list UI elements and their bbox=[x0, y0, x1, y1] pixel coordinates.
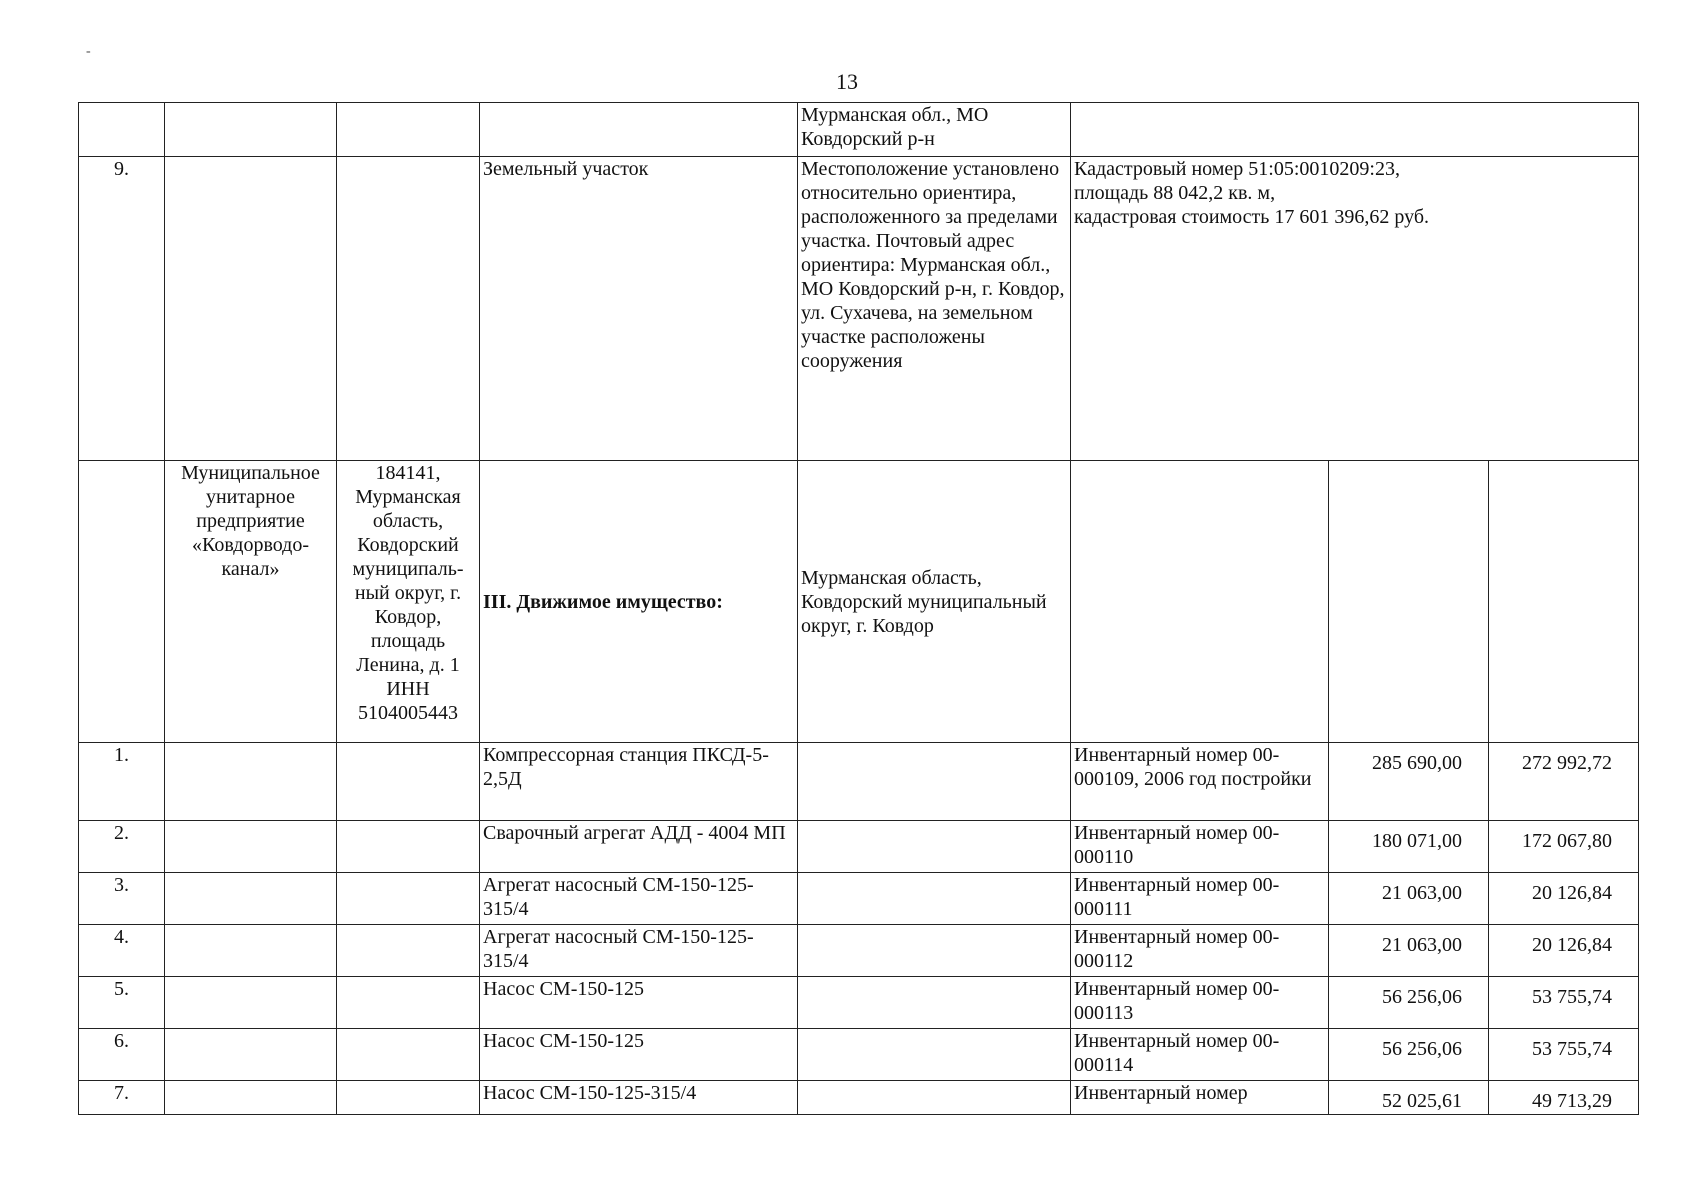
table-row bbox=[79, 873, 1639, 925]
num-cell bbox=[79, 103, 165, 157]
organization-name: Муниципальное унитарное предприятие «Ковдорводо-канал» bbox=[165, 461, 337, 743]
item-name: Агрегат насосный СМ-150-125-315/4 bbox=[480, 925, 798, 977]
item-details: Инвентарный номер 00-000112 bbox=[1071, 925, 1329, 977]
item-value2: 49 713,29 bbox=[1489, 1081, 1639, 1115]
value2-cell bbox=[1489, 461, 1639, 743]
page-number: 13 bbox=[836, 69, 858, 94]
table-row bbox=[79, 977, 1639, 1029]
organization-address: 184141, Мурманская область, Ковдорский муниципаль-ный округ, г. Ковдор, площадь Ленина, д. 1 ИНН 5104005443 bbox=[337, 461, 480, 743]
org-address-cell bbox=[337, 821, 480, 873]
row-number: 3. bbox=[79, 873, 165, 925]
row-number: 1. bbox=[79, 743, 165, 821]
table-row bbox=[79, 157, 1639, 461]
item-value2: 53 755,74 bbox=[1489, 977, 1639, 1029]
cadastral-number: Кадастровый номер 51:05:0010209:23, bbox=[1074, 158, 1400, 180]
org-address-cell bbox=[337, 743, 480, 821]
item-value2: 20 126,84 bbox=[1489, 873, 1639, 925]
item-value1: 56 256,06 bbox=[1329, 977, 1489, 1029]
location-cell bbox=[798, 821, 1071, 873]
item-value1: 285 690,00 bbox=[1329, 743, 1489, 821]
value1-cell bbox=[1329, 461, 1489, 743]
item-details: Инвентарный номер 00-000110 bbox=[1071, 821, 1329, 873]
item-name: Агрегат насосный СМ-150-125-315/4 bbox=[480, 873, 798, 925]
section-row bbox=[79, 461, 1639, 743]
property-location: Местоположение установлено относительно ориентира, расположенного за пределами участка. Почтовый адрес ориентира: Мурманская обл., МО Ковдорский р-н, г. Ковдор, ул. Сухачева, на земельном участке расположены сооружения bbox=[798, 157, 1071, 461]
table-row bbox=[79, 743, 1639, 821]
row-number: 5. bbox=[79, 977, 165, 1029]
row-number: 4. bbox=[79, 925, 165, 977]
item-value2: 272 992,72 bbox=[1489, 743, 1639, 821]
name-cell bbox=[480, 103, 798, 157]
property-table bbox=[78, 102, 1639, 1115]
item-value2: 172 067,80 bbox=[1489, 821, 1639, 873]
item-value1: 52 025,61 bbox=[1329, 1081, 1489, 1115]
org-address-cell bbox=[337, 873, 480, 925]
cadastral-value: кадастровая стоимость 17 601 396,62 руб. bbox=[1074, 206, 1430, 228]
org-address-cell bbox=[337, 1029, 480, 1081]
item-value1: 21 063,00 bbox=[1329, 873, 1489, 925]
org-name-cell bbox=[165, 977, 337, 1029]
table-row bbox=[79, 1029, 1639, 1081]
property-details bbox=[1071, 157, 1639, 461]
org-address-cell bbox=[337, 1081, 480, 1115]
org-address-cell bbox=[337, 157, 480, 461]
org-name-cell bbox=[165, 1029, 337, 1081]
row-number: 6. bbox=[79, 1029, 165, 1081]
org-name-cell bbox=[165, 157, 337, 461]
table-row bbox=[79, 821, 1639, 873]
row-number: 9. bbox=[79, 157, 165, 461]
table-row bbox=[79, 1081, 1639, 1115]
scan-artifact: - bbox=[86, 44, 91, 59]
row-number: 7. bbox=[79, 1081, 165, 1115]
item-name: Насос СМ-150-125-315/4 bbox=[480, 1081, 798, 1115]
org-name-cell bbox=[165, 1081, 337, 1115]
location-cell: Мурманская обл., МО Ковдорский р-н bbox=[798, 103, 1071, 157]
org-name-cell bbox=[165, 925, 337, 977]
item-value1: 56 256,06 bbox=[1329, 1029, 1489, 1081]
location-cell bbox=[798, 743, 1071, 821]
org-name-cell bbox=[165, 873, 337, 925]
section-title: III. Движимое имущество: bbox=[480, 461, 798, 743]
org-name-cell bbox=[165, 743, 337, 821]
location-cell bbox=[798, 977, 1071, 1029]
item-name: Насос СМ-150-125 bbox=[480, 1029, 798, 1081]
item-name: Сварочный агрегат АДД - 4004 МП bbox=[480, 821, 798, 873]
item-value2: 20 126,84 bbox=[1489, 925, 1639, 977]
item-name: Компрессорная станция ПКСД-5- 2,5Д bbox=[480, 743, 798, 821]
location-cell bbox=[798, 1081, 1071, 1115]
item-details: Инвентарный номер bbox=[1071, 1081, 1329, 1115]
item-value1: 180 071,00 bbox=[1329, 821, 1489, 873]
details-cell bbox=[1071, 461, 1329, 743]
location-cell bbox=[798, 873, 1071, 925]
details-cell bbox=[1071, 103, 1639, 157]
row-number: 2. bbox=[79, 821, 165, 873]
table-row bbox=[79, 925, 1639, 977]
location-cell bbox=[798, 925, 1071, 977]
num-cell bbox=[79, 461, 165, 743]
org-name-cell bbox=[165, 103, 337, 157]
item-name: Насос СМ-150-125 bbox=[480, 977, 798, 1029]
item-details: Инвентарный номер 00-000109, 2006 год постройки bbox=[1071, 743, 1329, 821]
item-details: Инвентарный номер 00-000114 bbox=[1071, 1029, 1329, 1081]
item-value1: 21 063,00 bbox=[1329, 925, 1489, 977]
item-details: Инвентарный номер 00-000111 bbox=[1071, 873, 1329, 925]
item-value2: 53 755,74 bbox=[1489, 1029, 1639, 1081]
property-name: Земельный участок bbox=[480, 157, 798, 461]
location-cell bbox=[798, 1029, 1071, 1081]
area: площадь 88 042,2 кв. м, bbox=[1074, 182, 1276, 204]
item-details: Инвентарный номер 00-000113 bbox=[1071, 977, 1329, 1029]
section-location: Мурманская область, Ковдорский муниципальный округ, г. Ковдор bbox=[798, 461, 1071, 743]
table-row bbox=[79, 103, 1639, 157]
org-address-cell bbox=[337, 103, 480, 157]
org-name-cell bbox=[165, 821, 337, 873]
org-address-cell bbox=[337, 925, 480, 977]
org-address-cell bbox=[337, 977, 480, 1029]
